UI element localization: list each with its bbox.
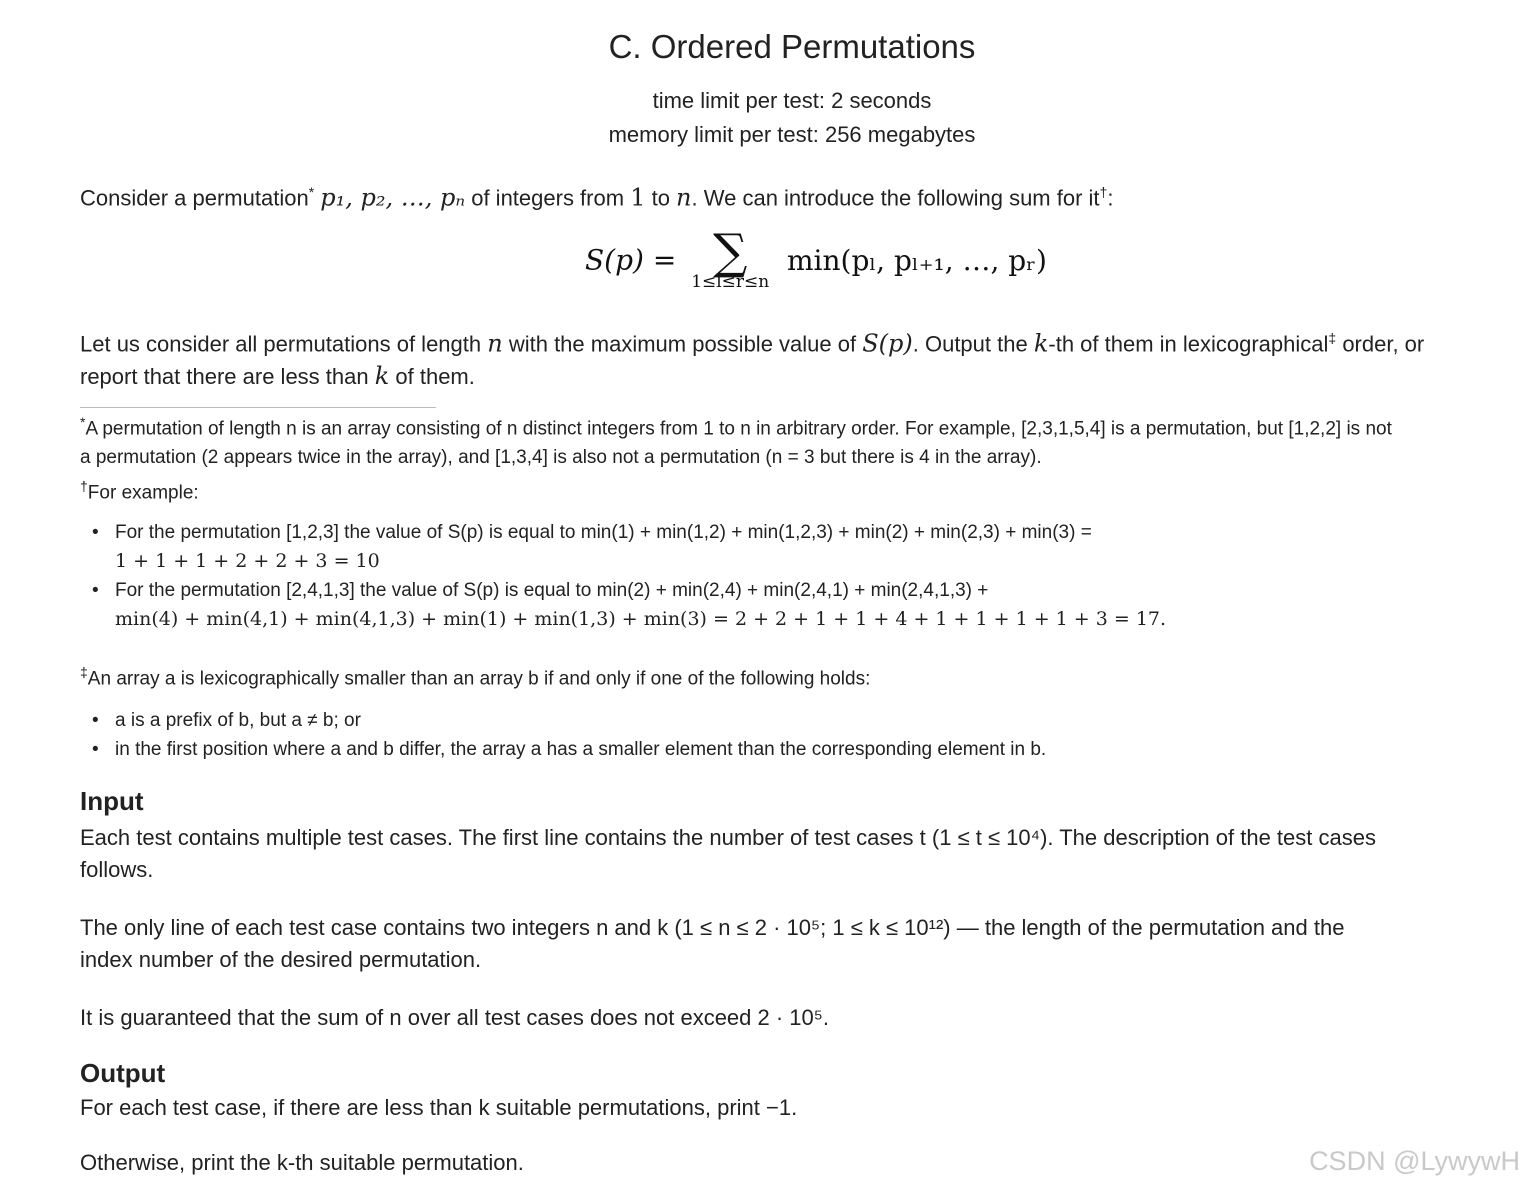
text: For the permutation [2,4,1,3] the value of S(p) is equal to min(2) + min(2,4) + min(2,4,1) + min(2,4,1,3) + xyxy=(115,580,989,601)
text: : xyxy=(1107,185,1114,211)
math-n: n xyxy=(676,183,692,212)
watermark: CSDN @LywywH xyxy=(1309,1146,1520,1176)
text: An array a is lexicographically smaller than an array b if and only if one of the following holds: xyxy=(87,668,871,690)
footnote-mark: * xyxy=(80,414,86,430)
math-k: k xyxy=(1033,329,1049,358)
list-item xyxy=(80,576,1500,634)
sum-formula xyxy=(585,224,1047,292)
math-result: 1 + 1 + 1 + 2 + 2 + 3 = 10 xyxy=(115,550,380,572)
footnote-star xyxy=(80,408,1500,472)
text: Each test contains multiple test cases. The first line contains the number of test cases t (1 ≤ t ≤ 10⁴). The description of the test cases xyxy=(80,825,1376,850)
text: report that there are less than xyxy=(80,364,375,390)
list-item: • a is a prefix of b, but a ≠ b; or xyxy=(80,706,1500,735)
footnote-dagger-ref: † xyxy=(1099,184,1108,200)
output-paragraph-1: For each test case, if there are less than k suitable permutations, print −1. xyxy=(80,1095,798,1120)
input-paragraph-1 xyxy=(80,822,1500,886)
output-paragraph-2: Otherwise, print the k-th suitable permutation. xyxy=(80,1150,524,1175)
math-one: 1 xyxy=(630,183,646,212)
text: The only line of each test case contains two integers n and k (1 ≤ n ≤ 2 · 10⁵; 1 ≤ k ≤ 10¹²) — the length of the permutation and the xyxy=(80,915,1345,940)
text: For the permutation [1,2,3] the value of S(p) is equal to min(1) + min(1,2) + min(1,2,3) + min(2) + min(2,3) + min(3) = xyxy=(115,522,1092,543)
memory-limit: memory limit per test: 256 megabytes xyxy=(608,122,976,147)
text: to xyxy=(645,185,677,211)
text: with the maximum possible value of xyxy=(502,331,863,357)
footnote-dagger xyxy=(80,472,1500,507)
footnote-ddagger-ref: ‡ xyxy=(1328,330,1337,346)
sigma-icon: ∑ xyxy=(713,224,748,280)
input-heading: Input xyxy=(80,786,144,816)
list-item xyxy=(80,518,1500,576)
formula-lhs: S(p) = xyxy=(585,243,686,277)
math-n: n xyxy=(487,329,503,358)
text: order, or xyxy=(1336,331,1425,357)
text: . We can introduce the following sum for it xyxy=(691,185,1100,211)
footnote-mark: † xyxy=(80,478,88,494)
statement-paragraph-1 xyxy=(80,176,1500,214)
footnote-star-ref: * xyxy=(308,184,315,200)
math-k: k xyxy=(374,362,390,391)
formula-rhs: min(pₗ, pₗ₊₁, …, pᵣ) xyxy=(787,243,1047,277)
statement-paragraph-2 xyxy=(80,322,1500,393)
input-paragraph-3: It is guaranteed that the sum of n over all test cases does not exceed 2 · 10⁵. xyxy=(80,1005,829,1030)
math-sp: S(p) xyxy=(862,329,913,358)
text: . Output the xyxy=(912,331,1034,357)
footnote-mark: ‡ xyxy=(80,664,88,680)
problem-title: C. Ordered Permutations xyxy=(608,28,976,65)
text: Let us consider all permutations of length xyxy=(80,331,488,357)
footnote-ddagger xyxy=(80,658,1500,693)
text: A permutation of length n is an array consisting of n distinct integers from 1 to n in arbitrary order. For example, [2,3,1,5,4] is a permutation, but [1,2,2] is not xyxy=(85,418,1392,440)
text: of integers from xyxy=(465,185,631,211)
output-heading: Output xyxy=(80,1058,166,1088)
math-sequence: p₁, p₂, …, pₙ xyxy=(320,183,466,212)
text: -th of them in lexicographical xyxy=(1048,331,1329,357)
list-item: • in the first position where a and b differ, the array a has a smaller element than the corresponding element in b. xyxy=(80,735,1500,764)
sum-range: 1≤l≤r≤n xyxy=(691,272,770,292)
text: follows. xyxy=(80,857,154,882)
examples-list xyxy=(80,518,1500,634)
math-result: min(4) + min(4,1) + min(4,1,3) + min(1) + min(1,3) + min(3) = 2 + 2 + 1 + 1 + 4 + 1 + 1 + 1 + 1 + 3 = 17. xyxy=(115,608,1167,630)
text: For example: xyxy=(87,482,199,504)
text: Consider a permutation xyxy=(80,185,309,211)
text: of them. xyxy=(389,364,475,390)
sum-operator xyxy=(685,224,775,292)
time-limit: time limit per test: 2 seconds xyxy=(652,88,932,113)
input-paragraph-2 xyxy=(80,912,1500,976)
lex-rules-list xyxy=(80,706,1500,764)
text: a permutation (2 appears twice in the array), and [1,3,4] is also not a permutation (n = 3 but there is 4 in the array). xyxy=(80,447,1042,469)
text: index number of the desired permutation. xyxy=(80,947,482,972)
